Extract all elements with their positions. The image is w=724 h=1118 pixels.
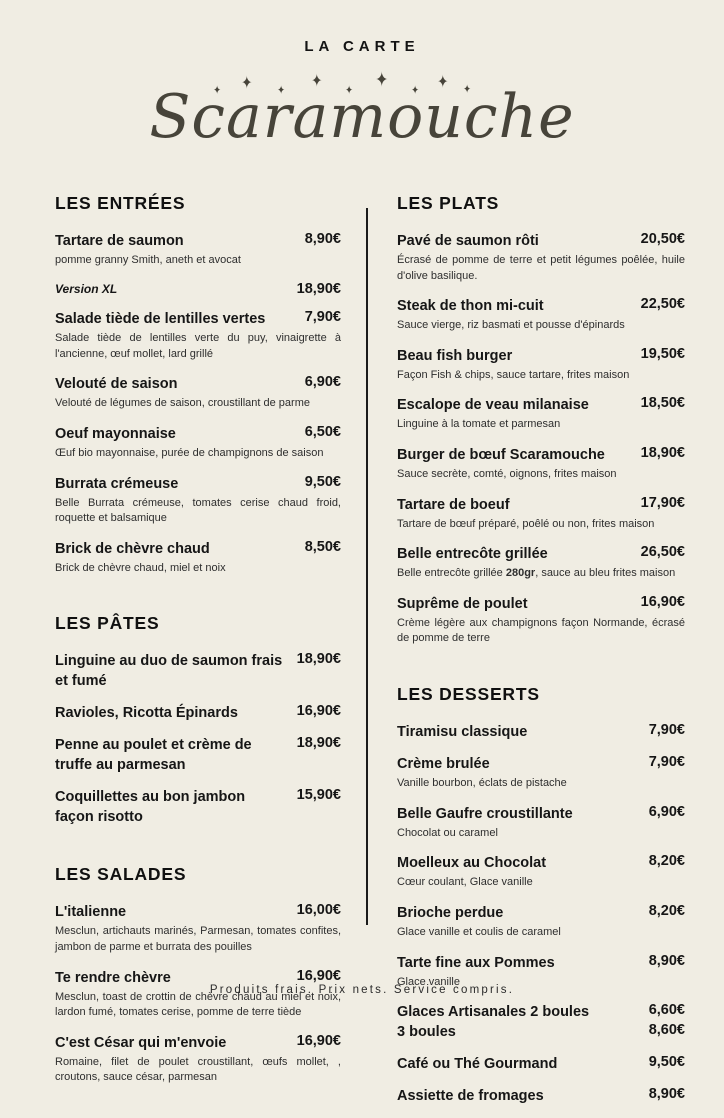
menu-item-row bbox=[397, 1002, 685, 1022]
menu-item bbox=[55, 424, 341, 462]
menu-item-price: 18,90€ bbox=[296, 280, 341, 297]
menu-item-row bbox=[397, 1086, 685, 1106]
menu-item-description: Brick de chèvre chaud, miel et noix bbox=[55, 561, 226, 574]
menu-item-row bbox=[397, 231, 685, 251]
menu-item-price: 17,90€ bbox=[640, 494, 685, 511]
menu-item-description: Belle entrecôte grillée 280gr, sauce au bleu frites maison bbox=[397, 567, 676, 580]
menu-item-row bbox=[397, 296, 685, 316]
menu-item-row bbox=[55, 651, 341, 691]
menu-item-price: 8,60€ bbox=[648, 1022, 685, 1039]
menu-item-row bbox=[55, 539, 341, 559]
menu-item-name: Glaces Artisanales 2 boules bbox=[397, 1004, 590, 1021]
menu-item-name: Escalope de veau milanaise bbox=[397, 397, 589, 414]
menu-item-description: Mesclun, toast de crottin de chèvre chaud au miel et noix, lardon fumé, tomates cerise, pomme de terre tiède bbox=[55, 990, 341, 1019]
menu-item-price: 8,20€ bbox=[648, 853, 685, 870]
menu-item-row bbox=[397, 495, 685, 515]
menu-item-name: Assiette de fromages bbox=[397, 1088, 544, 1105]
menu-item-price: 16,90€ bbox=[640, 593, 685, 610]
menu-item bbox=[55, 231, 341, 269]
menu-item bbox=[397, 395, 685, 433]
menu-item-name: C'est César qui m'envoie bbox=[55, 1034, 227, 1051]
menu-item-row bbox=[55, 787, 341, 827]
menu-item-price: 18,50€ bbox=[640, 395, 685, 412]
menu-item-name: Suprême de poulet bbox=[397, 595, 528, 612]
menu-item-price: 18,90€ bbox=[296, 651, 341, 668]
menu-section bbox=[55, 613, 341, 827]
menu-item bbox=[55, 1033, 341, 1086]
menu-item-price: 15,90€ bbox=[296, 787, 341, 804]
menu-item-description: Façon Fish & chips, sauce tartare, frites maison bbox=[397, 368, 630, 381]
menu-item-row bbox=[55, 474, 341, 494]
section-title: LES SALADES bbox=[55, 864, 187, 885]
menu-item-name: Brick de chèvre chaud bbox=[55, 540, 210, 557]
menu-item-price: 8,90€ bbox=[648, 1086, 685, 1103]
menu-item-price: 6,90€ bbox=[648, 803, 685, 820]
menu-header bbox=[0, 0, 724, 165]
section-title: LES ENTRÉES bbox=[55, 193, 186, 213]
menu-item bbox=[55, 787, 341, 827]
menu-item-name: 3 boules bbox=[397, 1024, 456, 1041]
menu-section bbox=[397, 684, 685, 1106]
menu-item-row bbox=[397, 754, 685, 774]
column-divider bbox=[366, 208, 368, 925]
menu-item-row bbox=[55, 374, 341, 394]
menu-item-name: Burger de bœuf Scaramouche bbox=[397, 447, 605, 464]
menu-item-name: Te rendre chèvre bbox=[55, 969, 171, 986]
menu-item-price: 19,50€ bbox=[640, 345, 685, 362]
menu-item-description: Sauce vierge, riz basmati et pousse d'épinards bbox=[397, 319, 625, 332]
menu-item-price: 8,50€ bbox=[304, 538, 341, 555]
menu-item-description: Cœur coulant, Glace vanille bbox=[397, 876, 533, 889]
menu-item-price: 7,90€ bbox=[648, 754, 685, 771]
menu-item-price: 16,90€ bbox=[296, 1032, 341, 1049]
restaurant-name: Scaramouche bbox=[149, 82, 575, 152]
menu-item bbox=[55, 703, 341, 723]
menu-item-price: 8,90€ bbox=[648, 952, 685, 969]
menu-item bbox=[397, 346, 685, 384]
menu-item-name: Penne au poulet et crème de truffe au parmesan bbox=[55, 737, 252, 774]
menu-item-description: Œuf bio mayonnaise, purée de champignons de saison bbox=[55, 446, 324, 459]
menu-item-description: Romaine, filet de poulet croustillant, œufs mollet, , croutons, sauce césar, parmesan bbox=[55, 1055, 341, 1084]
menu-item-name: L'italienne bbox=[55, 904, 127, 921]
menu-item-price: 18,90€ bbox=[640, 445, 685, 462]
menu-item bbox=[397, 903, 685, 941]
menu-item-description: Velouté de légumes de saison, croustillant de parme bbox=[55, 397, 310, 410]
menu-item-price: 6,60€ bbox=[648, 1002, 685, 1019]
menu-item-description: Linguine à la tomate et parmesan bbox=[397, 418, 561, 431]
menu-item-price: 16,90€ bbox=[296, 967, 341, 984]
menu-item-price: 6,50€ bbox=[304, 423, 341, 440]
menu-item-description: Vanille bourbon, éclats de pistache bbox=[397, 777, 567, 790]
menu-item bbox=[397, 544, 685, 582]
menu-item-name: Moelleux au Chocolat bbox=[397, 855, 547, 872]
menu-item-price: 9,50€ bbox=[648, 1054, 685, 1071]
menu-item bbox=[397, 853, 685, 891]
menu-footer: Produits frais. Prix nets. Service compris. bbox=[209, 984, 515, 996]
menu-item-price: 18,90€ bbox=[296, 735, 341, 752]
menu-item-row bbox=[55, 735, 341, 775]
menu-item bbox=[397, 1054, 685, 1074]
menu-item-description: Sauce secrète, comté, oignons, frites maison bbox=[397, 468, 617, 481]
menu-item bbox=[397, 495, 685, 533]
menu-item-name: Café ou Thé Gourmand bbox=[397, 1056, 558, 1073]
menu-item bbox=[397, 445, 685, 483]
menu-item-name: Crème brulée bbox=[397, 756, 490, 773]
menu-item-name: Velouté de saison bbox=[55, 376, 178, 393]
menu-item bbox=[397, 804, 685, 842]
menu-item-price: 8,90€ bbox=[304, 231, 341, 247]
menu-item-name: Tartare de boeuf bbox=[397, 496, 510, 513]
menu-item-row bbox=[397, 804, 685, 824]
menu-body bbox=[0, 193, 724, 1118]
menu-item-price: 7,90€ bbox=[648, 722, 685, 739]
menu-item-name: Coquillettes au bon jambon façon risotto bbox=[55, 789, 246, 826]
menu-section bbox=[55, 193, 341, 576]
menu-item bbox=[55, 735, 341, 775]
menu-item-row bbox=[397, 853, 685, 873]
menu-item-name: Tarte fine aux Pommes bbox=[397, 954, 555, 971]
menu-item bbox=[397, 296, 685, 334]
menu-item-name: Linguine au duo de saumon frais et fumé bbox=[55, 653, 283, 690]
menu-item-name: Beau fish burger bbox=[397, 347, 513, 364]
menu-column-left bbox=[55, 193, 341, 1118]
menu-item bbox=[55, 374, 341, 412]
menu-item-name: Version XL bbox=[55, 281, 118, 296]
menu-item-row bbox=[55, 1033, 341, 1053]
menu-item-row bbox=[55, 902, 341, 922]
menu-item-name: Tiramisu classique bbox=[397, 724, 528, 741]
menu-item-price: 8,20€ bbox=[648, 902, 685, 919]
menu-item-price: 20,50€ bbox=[640, 231, 685, 247]
menu-section bbox=[55, 864, 341, 1086]
menu-item bbox=[397, 1086, 685, 1106]
menu-item-price: 16,90€ bbox=[296, 703, 341, 720]
menu-item-row bbox=[397, 1054, 685, 1074]
menu-item-row bbox=[397, 722, 685, 742]
menu-eyebrow: LA CARTE bbox=[304, 38, 420, 55]
menu-item-description: Belle Burrata crémeuse, tomates cerise chaud froid, roquette et balsamique bbox=[55, 496, 341, 525]
menu-item-row bbox=[397, 594, 685, 614]
menu-item-row bbox=[55, 703, 341, 723]
menu-item-row bbox=[397, 445, 685, 465]
menu-item-row bbox=[55, 231, 341, 251]
menu-item bbox=[55, 309, 341, 362]
menu-item-row bbox=[397, 395, 685, 415]
menu-item-name: Tartare de saumon bbox=[55, 233, 184, 249]
menu-item-description: Écrasé de pomme de terre et petit légumes poêlée, huile d'olive basilique. bbox=[397, 254, 685, 282]
menu-item bbox=[55, 474, 341, 527]
menu-item bbox=[397, 594, 685, 647]
menu-item-price: 22,50€ bbox=[640, 296, 685, 313]
section-title: LES PLATS bbox=[397, 193, 500, 213]
section-title: LES DESSERTS bbox=[397, 684, 540, 705]
menu-item-name: Salade tiède de lentilles vertes bbox=[55, 311, 266, 328]
menu-item-row bbox=[397, 346, 685, 366]
menu-section bbox=[397, 193, 685, 647]
menu-column-right bbox=[397, 193, 685, 1118]
restaurant-logo bbox=[149, 69, 574, 165]
menu-item-row bbox=[397, 1022, 685, 1042]
menu-item bbox=[55, 539, 341, 577]
menu-item-description: Glace vanille et coulis de caramel bbox=[397, 925, 561, 938]
menu-item-price: 7,90€ bbox=[304, 309, 341, 326]
menu-item-price: 16,00€ bbox=[296, 902, 341, 919]
menu-item bbox=[55, 902, 341, 955]
menu-item-name: Belle entrecôte grillée bbox=[397, 546, 548, 563]
menu-item-row bbox=[397, 903, 685, 923]
menu-item-name: Oeuf mayonnaise bbox=[55, 425, 176, 442]
menu-item-row bbox=[55, 424, 341, 444]
menu-item bbox=[397, 1002, 685, 1042]
menu-item-name: Brioche perdue bbox=[397, 904, 504, 921]
menu-item-price: 9,50€ bbox=[304, 473, 341, 490]
menu-item-description: Crème légère aux champignons façon Normande, écrasé de pomme de terre bbox=[397, 616, 685, 645]
menu-item bbox=[397, 722, 685, 742]
menu-item-description: Salade tiède de lentilles verte du puy, vinaigrette à l'ancienne, œuf mollet, lard grillé bbox=[55, 332, 341, 360]
menu-item-name: Belle Gaufre croustillante bbox=[397, 805, 573, 822]
menu-item bbox=[397, 231, 685, 284]
menu-item-description: Glace vanille bbox=[397, 975, 460, 988]
menu-item-description: Chocolat ou caramel bbox=[397, 826, 498, 839]
menu-item-description: Tartare de bœuf préparé, poêlé ou non, frites maison bbox=[397, 517, 655, 530]
menu-item-name: Steak de thon mi-cuit bbox=[397, 298, 544, 315]
menu-item-name: Burrata crémeuse bbox=[55, 475, 179, 492]
menu-item-description: pomme granny Smith, aneth et avocat bbox=[55, 254, 241, 266]
menu-item-price: 6,90€ bbox=[304, 374, 341, 391]
menu-item-name: Ravioles, Ricotta Épinards bbox=[55, 705, 238, 722]
menu-item bbox=[55, 651, 341, 691]
menu-item-row bbox=[397, 544, 685, 564]
menu-item bbox=[397, 754, 685, 792]
menu-item-name: Pavé de saumon rôti bbox=[397, 233, 539, 249]
menu-item-row bbox=[55, 281, 341, 298]
section-title: LES PÂTES bbox=[55, 613, 160, 634]
menu-item-price: 26,50€ bbox=[640, 544, 685, 561]
menu-item bbox=[55, 281, 341, 298]
menu-item-row bbox=[397, 953, 685, 973]
menu-item-description: Mesclun, artichauts marinés, Parmesan, tomates confites, jambon de parme et burrata des pouilles bbox=[55, 925, 341, 954]
menu-item-row bbox=[55, 309, 341, 329]
